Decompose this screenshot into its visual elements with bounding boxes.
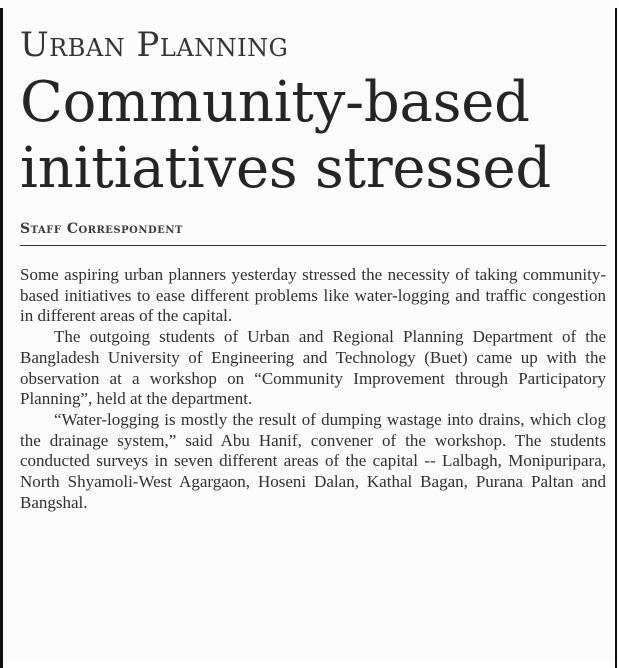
article-paragraph: The outgoing students of Urban and Regional Planning Department of the Bangladesh University of Engineering and Technology (Buet) came up with the observation at a workshop on “Community Improvement through Participatory Planning”, held at the department. (20, 327, 606, 409)
byline: Staff Correspondent (20, 221, 183, 237)
headline-divider (20, 245, 606, 246)
left-column-rule (0, 8, 3, 668)
article-body (20, 265, 606, 513)
section-kicker: Urban Planning (20, 25, 289, 65)
article-paragraph: Some aspiring urban planners yesterday stressed the necessity of taking community-based initiatives to ease different problems like water-logging and traffic congestion in different areas of the capital. (20, 265, 606, 326)
headline: Community-based initiatives stressed (20, 70, 552, 201)
article-paragraph: “Water-logging is mostly the result of dumping wastage into drains, which clog the drainage system,” said Abu Hanif, convener of the workshop. The students conducted surveys in seven different areas of the capital -- Lalbagh, Monipuripara, North Shyamoli-West Agargaon, Hoseni Dalan, Kathal Bagan, Purana Paltan and Bangshal. (20, 409, 606, 512)
right-column-rule (615, 8, 617, 668)
